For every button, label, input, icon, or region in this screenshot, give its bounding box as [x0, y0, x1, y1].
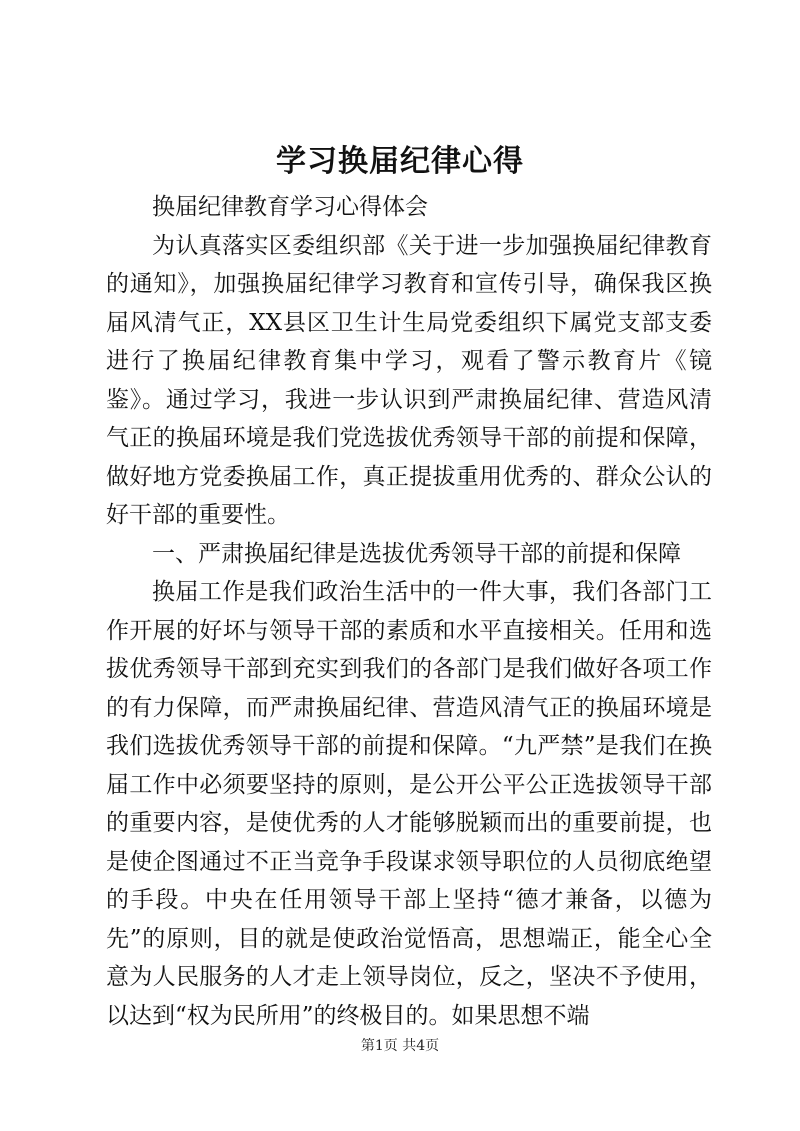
body-paragraph: 换届工作是我们政治生活中的一件大事，我们各部门工作开展的好坏与领导干部的素质和水平直接相关。任用和选拔优秀领导干部到充实到我们的各部门是我们做好各项工作的有力保障，而严肃换届纪律、营造风清气正的换届环境是我们选拔优秀领导干部的前提和保障。“九严禁”是我们在换届工作中必须要坚持的原则，是公开公平公正选拔领导干部的重要内容，是使优秀的人才能够脱颖而出的重要前提，也是使企图通过不正当竞争手段谋求领导职位的人员彻底绝望的手段。中央在任用领导干部上坚持“德才兼备，以德为先”的原则，目的就是使政治觉悟高，思想端正，能全心全意为人民服务的人才走上领导岗位，反之，坚决不予使用，以达到“权为民所用”的终极目的。如果思想不端	[106, 579, 712, 1029]
document-body	[106, 188, 712, 1035]
document-title: 学习换届纪律心得	[276, 144, 524, 179]
subtitle-paragraph: 换届纪律教育学习心得体会	[152, 194, 428, 220]
page-footer: 第1页 共4页	[360, 1038, 440, 1054]
intro-paragraph: 为认真落实区委组织部《关于进一步加强换届纪律教育的通知》，加强换届纪律学习教育和宣传引导，确保我区换届风清气正，XX县区卫生计生局党委组织下属党支部支委进行了换届纪律教育集中学习，观看了警示教育片《镜鉴》。通过学习，我进一步认识到严肃换届纪律、营造风清气正的换届环境是我们党选拔优秀领导干部的前提和保障，做好地方党委换届工作，真正提拔重用优秀的、群众公认的好干部的重要性。	[106, 232, 712, 528]
section-heading: 一、严肃换届纪律是选拔优秀领导干部的前提和保障	[152, 540, 681, 567]
